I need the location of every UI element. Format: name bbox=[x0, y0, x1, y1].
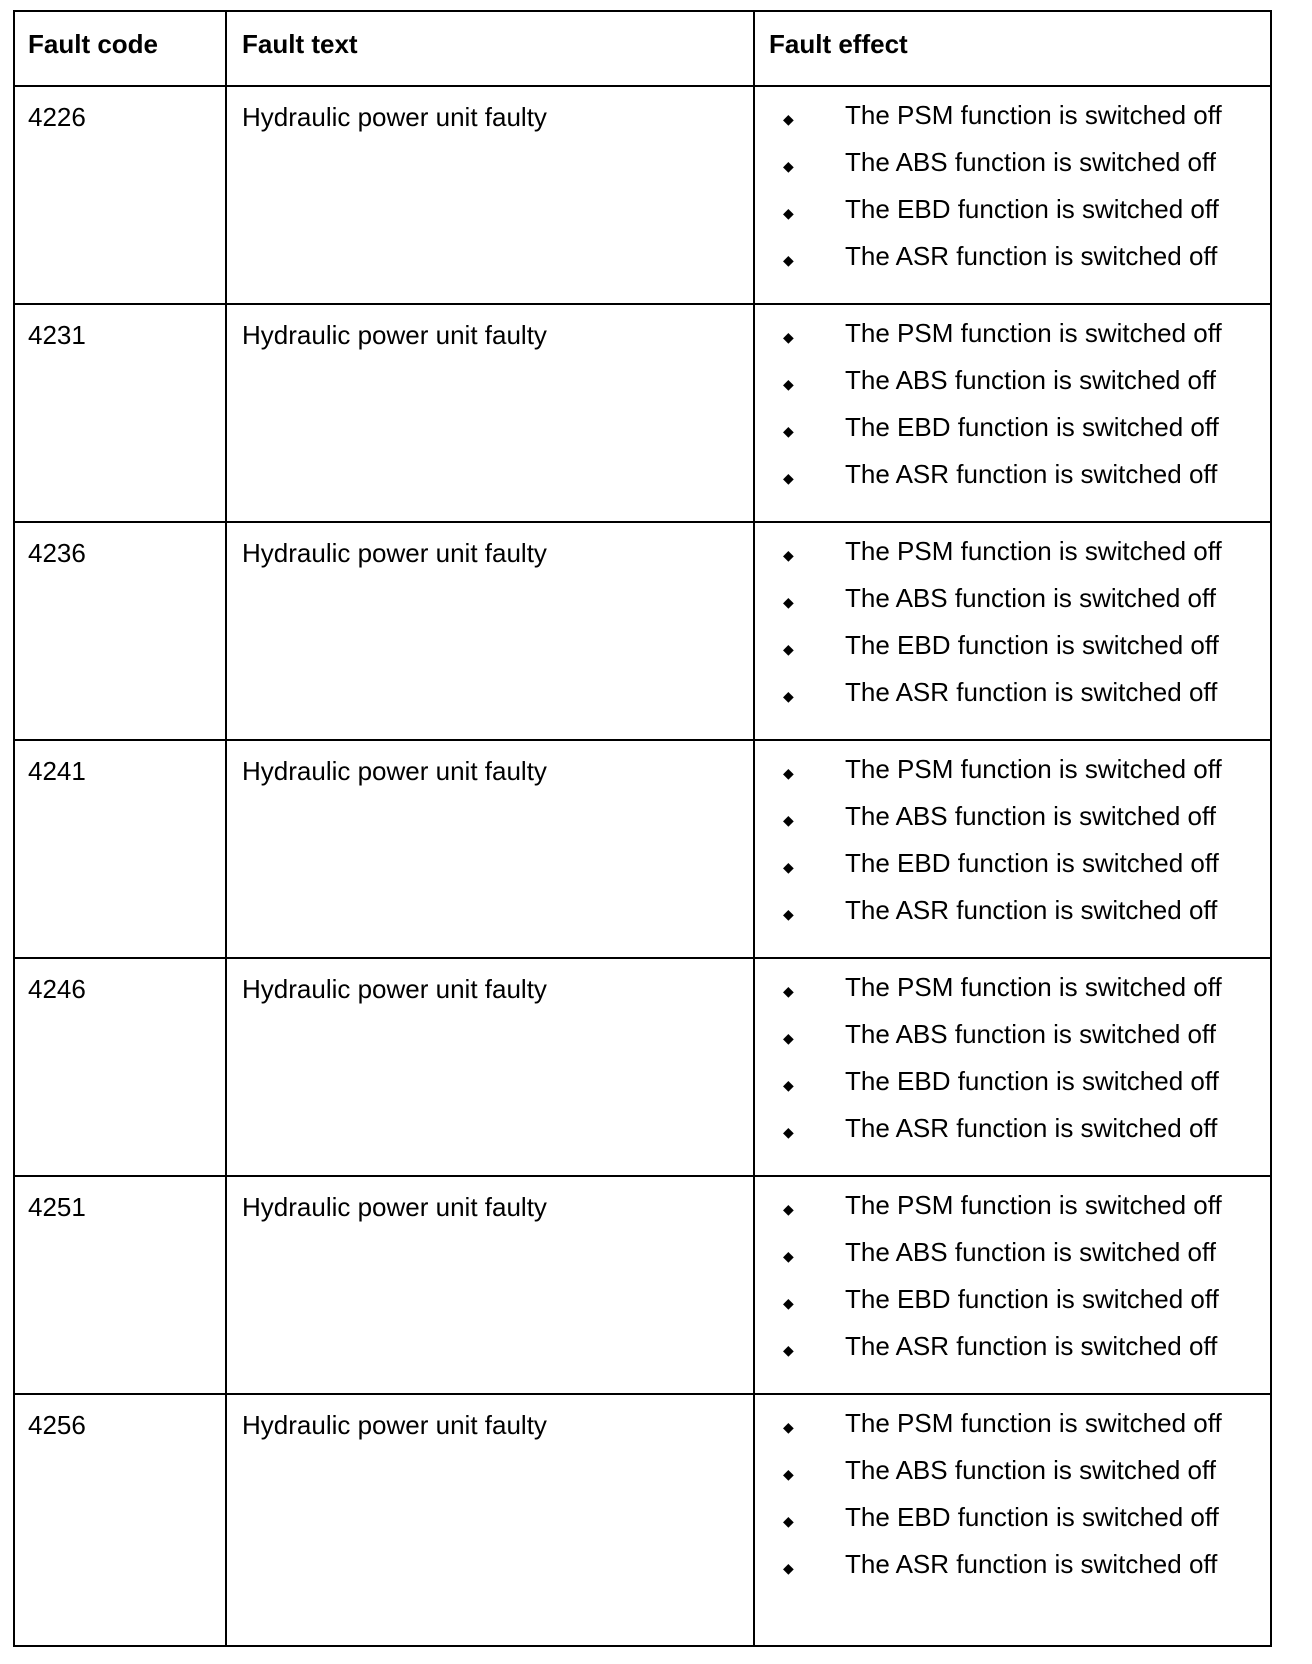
header-fault-text: Fault text bbox=[226, 11, 754, 86]
table-row bbox=[14, 958, 1271, 1176]
fault-effect-text: The ASR function is switched off bbox=[845, 1549, 1218, 1579]
table-row bbox=[14, 522, 1271, 740]
diamond-bullet-icon: ◆ bbox=[783, 859, 794, 875]
fault-effect-text: The PSM function is switched off bbox=[845, 1408, 1222, 1438]
diamond-bullet-icon: ◆ bbox=[783, 1248, 794, 1264]
fault-effect-text: The ASR function is switched off bbox=[845, 1331, 1218, 1361]
fault-effect-list bbox=[769, 316, 1270, 504]
diamond-bullet-icon: ◆ bbox=[783, 423, 794, 439]
fault-effect-cell bbox=[754, 304, 1271, 522]
list-item bbox=[769, 1547, 1270, 1594]
fault-code-cell: 4226 bbox=[14, 86, 226, 304]
list-item bbox=[769, 1406, 1270, 1453]
list-item bbox=[769, 628, 1270, 675]
list-item bbox=[769, 316, 1270, 363]
fault-effect-text: The EBD function is switched off bbox=[845, 194, 1219, 224]
fault-effect-cell bbox=[754, 1176, 1271, 1394]
fault-effect-text: The ASR function is switched off bbox=[845, 241, 1218, 271]
diamond-bullet-icon: ◆ bbox=[783, 111, 794, 127]
list-item bbox=[769, 893, 1270, 940]
list-item bbox=[769, 1282, 1270, 1329]
fault-code-cell: 4236 bbox=[14, 522, 226, 740]
fault-effect-text: The ABS function is switched off bbox=[845, 1455, 1216, 1485]
list-item bbox=[769, 534, 1270, 581]
fault-effect-cell bbox=[754, 86, 1271, 304]
fault-effect-list bbox=[769, 98, 1270, 286]
fault-code-cell: 4251 bbox=[14, 1176, 226, 1394]
fault-effect-text: The ASR function is switched off bbox=[845, 677, 1218, 707]
table-row bbox=[14, 1176, 1271, 1394]
list-item bbox=[769, 846, 1270, 893]
fault-effect-text: The ABS function is switched off bbox=[845, 365, 1216, 395]
fault-effect-text: The ABS function is switched off bbox=[845, 1019, 1216, 1049]
list-item bbox=[769, 1235, 1270, 1282]
fault-effect-text: The PSM function is switched off bbox=[845, 972, 1222, 1002]
fault-effect-list bbox=[769, 752, 1270, 940]
list-item bbox=[769, 145, 1270, 192]
fault-effect-cell bbox=[754, 958, 1271, 1176]
list-item bbox=[769, 363, 1270, 410]
table-row bbox=[14, 1394, 1271, 1646]
fault-text-cell: Hydraulic power unit faulty bbox=[226, 304, 754, 522]
diamond-bullet-icon: ◆ bbox=[783, 329, 794, 345]
list-item bbox=[769, 1111, 1270, 1158]
diamond-bullet-icon: ◆ bbox=[783, 158, 794, 174]
fault-text-cell: Hydraulic power unit faulty bbox=[226, 86, 754, 304]
list-item bbox=[769, 752, 1270, 799]
fault-effect-text: The ASR function is switched off bbox=[845, 895, 1218, 925]
fault-effect-list bbox=[769, 534, 1270, 722]
diamond-bullet-icon: ◆ bbox=[783, 906, 794, 922]
diamond-bullet-icon: ◆ bbox=[783, 1466, 794, 1482]
diamond-bullet-icon: ◆ bbox=[783, 1077, 794, 1093]
fault-effect-text: The ABS function is switched off bbox=[845, 1237, 1216, 1267]
table-row bbox=[14, 86, 1271, 304]
fault-effect-text: The ASR function is switched off bbox=[845, 459, 1218, 489]
header-fault-code: Fault code bbox=[14, 11, 226, 86]
list-item bbox=[769, 1017, 1270, 1064]
fault-text-cell: Hydraulic power unit faulty bbox=[226, 522, 754, 740]
fault-effect-text: The EBD function is switched off bbox=[845, 412, 1219, 442]
diamond-bullet-icon: ◆ bbox=[783, 1295, 794, 1311]
fault-code-cell: 4256 bbox=[14, 1394, 226, 1646]
fault-code-cell: 4246 bbox=[14, 958, 226, 1176]
fault-effect-text: The PSM function is switched off bbox=[845, 536, 1222, 566]
diamond-bullet-icon: ◆ bbox=[783, 765, 794, 781]
fault-effect-list bbox=[769, 1188, 1270, 1376]
diamond-bullet-icon: ◆ bbox=[783, 1513, 794, 1529]
fault-effect-text: The ASR function is switched off bbox=[845, 1113, 1218, 1143]
fault-effect-text: The PSM function is switched off bbox=[845, 1190, 1222, 1220]
fault-text-cell: Hydraulic power unit faulty bbox=[226, 740, 754, 958]
fault-effect-text: The EBD function is switched off bbox=[845, 848, 1219, 878]
fault-effect-list bbox=[769, 1406, 1270, 1594]
diamond-bullet-icon: ◆ bbox=[783, 1124, 794, 1140]
diamond-bullet-icon: ◆ bbox=[783, 1419, 794, 1435]
list-item bbox=[769, 192, 1270, 239]
list-item bbox=[769, 1329, 1270, 1376]
diamond-bullet-icon: ◆ bbox=[783, 205, 794, 221]
diamond-bullet-icon: ◆ bbox=[783, 594, 794, 610]
diamond-bullet-icon: ◆ bbox=[783, 812, 794, 828]
table-header-row bbox=[14, 11, 1271, 86]
fault-effect-text: The PSM function is switched off bbox=[845, 754, 1222, 784]
fault-effect-cell bbox=[754, 740, 1271, 958]
fault-text-cell: Hydraulic power unit faulty bbox=[226, 1394, 754, 1646]
diamond-bullet-icon: ◆ bbox=[783, 1560, 794, 1576]
list-item bbox=[769, 1064, 1270, 1111]
fault-text-cell: Hydraulic power unit faulty bbox=[226, 1176, 754, 1394]
diamond-bullet-icon: ◆ bbox=[783, 470, 794, 486]
fault-code-table bbox=[13, 10, 1272, 1647]
diamond-bullet-icon: ◆ bbox=[783, 641, 794, 657]
list-item bbox=[769, 1453, 1270, 1500]
fault-effect-text: The EBD function is switched off bbox=[845, 1284, 1219, 1314]
fault-effect-text: The ABS function is switched off bbox=[845, 801, 1216, 831]
fault-effect-list bbox=[769, 970, 1270, 1158]
diamond-bullet-icon: ◆ bbox=[783, 688, 794, 704]
list-item bbox=[769, 410, 1270, 457]
fault-effect-text: The ABS function is switched off bbox=[845, 583, 1216, 613]
list-item bbox=[769, 457, 1270, 504]
list-item bbox=[769, 675, 1270, 722]
table-row bbox=[14, 304, 1271, 522]
fault-effect-text: The PSM function is switched off bbox=[845, 318, 1222, 348]
fault-effect-cell bbox=[754, 522, 1271, 740]
table-row bbox=[14, 740, 1271, 958]
list-item bbox=[769, 1188, 1270, 1235]
fault-effect-cell bbox=[754, 1394, 1271, 1646]
list-item bbox=[769, 581, 1270, 628]
diamond-bullet-icon: ◆ bbox=[783, 1342, 794, 1358]
list-item bbox=[769, 799, 1270, 846]
header-fault-effect: Fault effect bbox=[754, 11, 1271, 86]
diamond-bullet-icon: ◆ bbox=[783, 252, 794, 268]
diamond-bullet-icon: ◆ bbox=[783, 983, 794, 999]
fault-code-cell: 4231 bbox=[14, 304, 226, 522]
diamond-bullet-icon: ◆ bbox=[783, 376, 794, 392]
fault-text-cell: Hydraulic power unit faulty bbox=[226, 958, 754, 1176]
list-item bbox=[769, 98, 1270, 145]
list-item bbox=[769, 970, 1270, 1017]
fault-effect-text: The EBD function is switched off bbox=[845, 1502, 1219, 1532]
fault-code-cell: 4241 bbox=[14, 740, 226, 958]
fault-effect-text: The ABS function is switched off bbox=[845, 147, 1216, 177]
diamond-bullet-icon: ◆ bbox=[783, 1030, 794, 1046]
diamond-bullet-icon: ◆ bbox=[783, 547, 794, 563]
fault-effect-text: The EBD function is switched off bbox=[845, 630, 1219, 660]
diamond-bullet-icon: ◆ bbox=[783, 1201, 794, 1217]
fault-effect-text: The EBD function is switched off bbox=[845, 1066, 1219, 1096]
list-item bbox=[769, 239, 1270, 286]
table-body bbox=[14, 86, 1271, 1646]
list-item bbox=[769, 1500, 1270, 1547]
fault-effect-text: The PSM function is switched off bbox=[845, 100, 1222, 130]
